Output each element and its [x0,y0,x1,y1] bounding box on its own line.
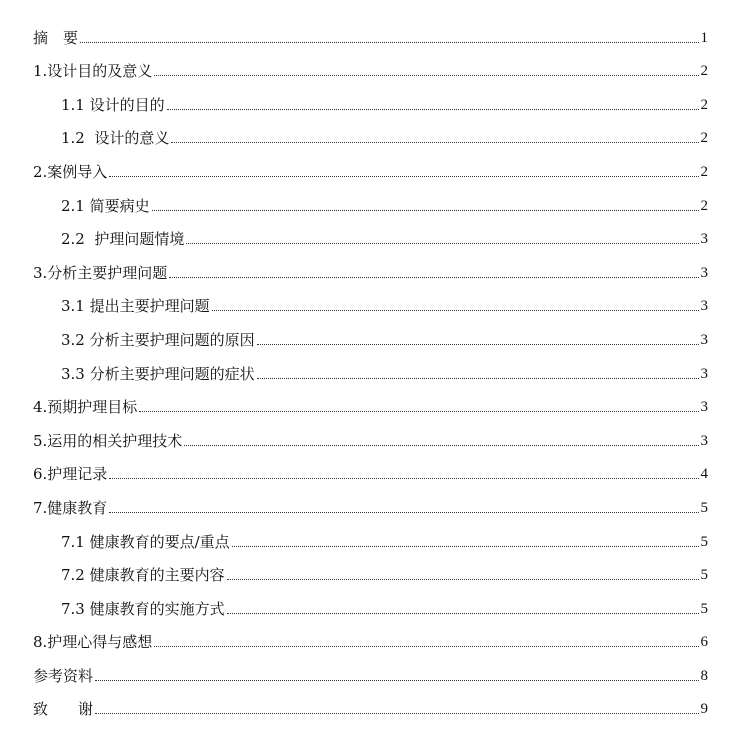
toc-entry-page: 3 [700,298,708,315]
toc-leader-dots [154,75,698,76]
toc-entry-page: 2 [700,96,708,113]
toc-entry-section-2[interactable] [0,147,740,181]
toc-leader-dots [257,378,699,379]
toc-entry-section-1[interactable] [0,47,740,81]
toc-entry-abstract[interactable] [0,13,740,47]
toc-entry-page: 5 [700,499,708,516]
toc-entry-section-6[interactable] [0,450,740,484]
toc-leader-dots [152,210,699,211]
toc-entry-section-3-2[interactable] [0,315,740,349]
table-of-contents [0,13,740,718]
toc-entry-page: 2 [700,63,708,80]
toc-entry-section-4[interactable] [0,383,740,417]
toc-entry-page: 1 [700,29,708,46]
toc-entry-label: 摘 要 [33,28,79,47]
toc-entry-page: 5 [700,567,708,584]
toc-entry-page: 2 [700,197,708,214]
toc-entry-label: 4.预期护理目标 [33,398,138,417]
toc-entry-label: 1.2 设计的意义 [61,129,170,148]
toc-leader-dots [227,579,699,580]
toc-leader-dots [109,176,698,177]
toc-leader-dots [139,411,698,412]
toc-entry-section-1-2[interactable] [0,114,740,148]
toc-entry-page: 6 [700,634,708,651]
toc-entry-section-7-3[interactable] [0,584,740,618]
toc-entry-section-7-1[interactable] [0,517,740,551]
toc-entry-section-1-1[interactable] [0,80,740,114]
toc-entry-page: 5 [700,533,708,550]
toc-entry-page: 5 [700,600,708,617]
toc-entry-page: 3 [700,432,708,449]
toc-entry-section-7-2[interactable] [0,551,740,585]
toc-entry-label: 3.分析主要护理问题 [33,263,168,282]
toc-entry-page: 2 [700,163,708,180]
toc-entry-page: 4 [700,466,708,483]
toc-entry-section-3-3[interactable] [0,349,740,383]
toc-entry-label: 1.1 设计的目的 [61,95,165,114]
toc-entry-page: 3 [700,231,708,248]
toc-leader-dots [171,142,698,143]
toc-entry-label: 2.2 护理问题情境 [61,230,185,249]
toc-entry-acknowledgements[interactable] [0,685,740,719]
toc-entry-section-3[interactable] [0,248,740,282]
toc-leader-dots [95,713,698,714]
toc-leader-dots [169,277,698,278]
toc-leader-dots [227,613,699,614]
toc-entry-label: 7.3 健康教育的实施方式 [61,599,225,618]
toc-leader-dots [232,546,699,547]
toc-entry-label: 8.护理心得与感想 [33,633,153,652]
toc-entry-page: 3 [700,365,708,382]
toc-leader-dots [212,310,699,311]
toc-leader-dots [95,680,698,681]
toc-leader-dots [167,109,699,110]
toc-leader-dots [257,344,699,345]
toc-leader-dots [109,478,698,479]
toc-entry-section-7[interactable] [0,483,740,517]
toc-entry-page: 2 [700,130,708,147]
toc-entry-label: 3.2 分析主要护理问题的原因 [61,330,255,349]
toc-entry-section-5[interactable] [0,416,740,450]
toc-entry-label: 7.2 健康教育的主要内容 [61,566,225,585]
toc-leader-dots [184,445,698,446]
toc-entry-section-2-2[interactable] [0,215,740,249]
toc-entry-section-8[interactable] [0,618,740,652]
toc-entry-label: 参考资料 [33,666,94,685]
toc-entry-page: 3 [700,399,708,416]
toc-entry-page: 8 [700,667,708,684]
toc-entry-label: 3.1 提出主要护理问题 [61,297,210,316]
toc-entry-label: 7.健康教育 [33,498,108,517]
toc-entry-references[interactable] [0,651,740,685]
toc-entry-label: 1.设计目的及意义 [33,62,153,81]
toc-entry-label: 2.案例导入 [33,162,108,181]
toc-entry-label: 3.3 分析主要护理问题的症状 [61,364,255,383]
toc-entry-page: 3 [700,331,708,348]
toc-entry-section-3-1[interactable] [0,282,740,316]
toc-entry-label: 致 谢 [33,700,94,719]
toc-entry-label: 2.1 简要病史 [61,196,150,215]
toc-entry-label: 6.护理记录 [33,465,108,484]
toc-entry-page: 3 [700,264,708,281]
toc-entry-section-2-1[interactable] [0,181,740,215]
toc-entry-label: 7.1 健康教育的要点/重点 [61,532,230,551]
toc-leader-dots [109,512,698,513]
toc-entry-page: 9 [700,701,708,718]
toc-entry-label: 5.运用的相关护理技术 [33,431,183,450]
toc-leader-dots [80,42,698,43]
toc-leader-dots [186,243,698,244]
toc-leader-dots [154,646,698,647]
